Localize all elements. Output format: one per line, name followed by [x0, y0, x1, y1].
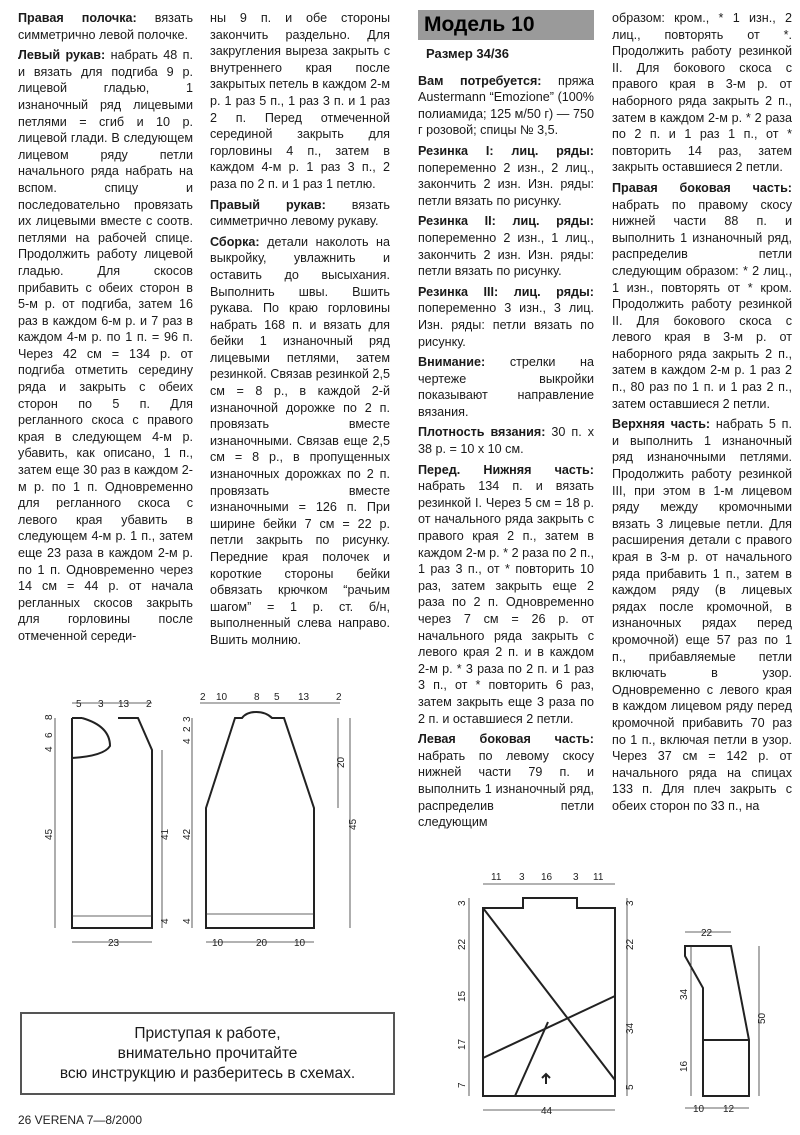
- paragraph: [418, 424, 594, 457]
- text-column-4: [612, 10, 792, 819]
- dim-top-10: 10: [216, 692, 228, 703]
- dim-left-8: 8: [44, 714, 55, 720]
- dim-top-13: 13: [298, 692, 310, 703]
- dim-top-16: 16: [541, 872, 553, 883]
- dim-top-22: 22: [701, 928, 713, 939]
- paragraph-heading: Левый рукав:: [18, 48, 106, 63]
- dim-left-4b: 4: [182, 918, 193, 924]
- paragraph-heading: Внимание:: [418, 355, 486, 370]
- paragraph-heading: Правый рукав:: [210, 197, 326, 212]
- notice-line: Приступая к работе,: [134, 1024, 281, 1042]
- paragraph-text: набрать 48 п. и вязать для подгиба 9 р. лицевой гладью, 1 изнаночный ряд лицевыми петлями = сгиб и 10 р. лицевой глади. В следующем лицевом ряду петли начального ряда набрать на вспом. спицу и последовательно провязать их лицевыми вместе с соотв. петлями на рабочей спице. Продолжить работу лицевой гладью. Для скосов прибавить с обеих сторон в 5-м р. от подгиба, затем 16 раз в каждом 6-м р. и 7 раз в каждом 4-м р. по 1 п. = 96 п. Через 42 см = 134 р. от подгиба отметить середину ряда и закрыть с обеих сторон по 5 п. Для регланного скоса с правого края в следующем 4-м р. убавить, как описано, 1 п., затем еще 30 раз в каждом 2-м р. по 1 п. Одновременно для регланного скоса с левого края убавить в следующем 4-м р. 1 п., затем еще 23 раза в каждом 2-м р. по 1 п. Одновременно через 14 см = 44 р. от начала регланных скосов закрыть для горловины после отмеченной середи-: [18, 48, 193, 643]
- text-column-1: [18, 10, 193, 649]
- dim-right-45: 45: [348, 818, 359, 830]
- pattern-front-panel: [10, 690, 180, 960]
- dim-left-7: 7: [457, 1082, 468, 1088]
- dim-bottom-10: 10: [693, 1104, 705, 1115]
- paragraph-text: вязать симметрично левому рукаву.: [210, 197, 390, 229]
- dim-right-41: 41: [160, 828, 171, 840]
- dim-right-5: 5: [625, 1084, 636, 1090]
- paragraph: [418, 462, 594, 728]
- paragraph-heading: Резинка II: лиц. ряды:: [418, 214, 594, 229]
- paragraph-heading: Вам потребуется:: [418, 73, 542, 88]
- paragraph: [18, 10, 193, 43]
- paragraph: [418, 354, 594, 420]
- dim-bottom-10a: 10: [212, 938, 224, 949]
- dim-left-42: 42: [182, 828, 193, 840]
- dim-left-34: 34: [679, 988, 690, 1000]
- dim-right-22: 22: [625, 938, 636, 950]
- paragraph: [418, 143, 594, 209]
- paragraph-heading: Резинка I: лиц. ряды:: [418, 143, 594, 158]
- dim-left-3: 3: [182, 716, 193, 722]
- dim-bottom-23: 23: [108, 938, 120, 949]
- paragraph-text: набрать 5 п. и выполнить 1 изнаночный ряд изнаночными петлями. Продолжить работу резинкой III, при этом в 1-м лицевом ряду между кромочными вязать 3 лицевые петли. Для расширения детали с правого края в 3-м р. от начального ряда прибавить 1 п., затем в каждом ряду (в лицевых рядах после кромочной, в изнаночных рядах перед кромочной) еще 57 раз по 1 п., прибавляемые петли включать в узор. Одновременно с левого края в каждом лицевом ряду перед кромочной прибавить 70 раз по 1 п., включая петли в узор. Через 37 см = 142 р. от начального ряда на спицах 133 п. Для плеч закрыть с обеих сторон по 33 п., на: [612, 417, 792, 813]
- page-footer: 26 VERENA 7—8/2000: [18, 1113, 143, 1127]
- pattern-model10-body: [455, 870, 645, 1120]
- paragraph-text: попеременно 2 изн., 2 лиц., закончить 2 изн. Изн. ряды: петли вязать по рисунку.: [418, 160, 594, 208]
- paragraph-text: ны 9 п. и обе стороны закончить раздельно. Для закругления выреза закрыть с внутреннего края после закрытых петель в каждом 2-м р. 1 раз 5 п., 1 раз 3 п. и 1 раз 2 п. Перед отмеченной серединой закрыть для горловины 4 п., затем в каждом 4-м р. 1 раз 3 п., 2 раза по 2 п. и 1 раз 1 петлю.: [210, 11, 390, 191]
- notice-line: всю инструкцию и разберитесь в схемах.: [59, 1064, 356, 1082]
- model-title: Модель 10: [418, 10, 594, 40]
- dim-right-50: 50: [757, 1012, 768, 1024]
- paragraph: [418, 73, 594, 139]
- paragraph-heading: Сборка:: [210, 234, 260, 249]
- paragraph: [612, 180, 792, 412]
- dim-right-3: 3: [625, 900, 636, 906]
- paragraph: [612, 10, 792, 176]
- paragraph: [612, 416, 792, 814]
- dim-right-4: 4: [160, 918, 171, 924]
- dim-bottom-44: 44: [541, 1106, 553, 1117]
- paragraph: [210, 10, 390, 193]
- dim-bottom-12: 12: [723, 1104, 735, 1115]
- paragraph-text: попеременно 3 изн., 3 лиц. Изн. ряды: петли вязать по рисунку.: [418, 301, 594, 349]
- paragraph-text: набрать 134 п. и вязать резинкой I. Через 5 см = 18 р. от начального ряда закрыть с правого края 2 п., затем в каждом 2-м р. * 2 раза по 2 п., 1 раз 3 п., от * повторить 10 раз, затем закрыть еще 2 раза по 2 п. Одновременно через 7 см = 26 р. от начального ряда закрыть с левого края 2 п. и в каждом 2-м р. * 3 раза по 2 п. и 1 раз 3 п., от * повторить 6 раз, затем закрыть еще 3 раза по 2 п. и оставшиеся 2 петли.: [418, 479, 594, 726]
- paragraph-text: вязать симметрично левой полочке.: [18, 11, 194, 42]
- paragraph-text: пряжа Austermann “Emozione” (100% полиамида; 125 м/50 г) — 750 г розовой; спицы № 3,5.: [418, 73, 594, 138]
- dim-left-17: 17: [457, 1038, 468, 1050]
- paragraph: [210, 234, 390, 649]
- paragraph: [18, 47, 193, 644]
- text-column-3: [418, 10, 594, 835]
- paragraph-heading: Резинка III: лиц. ряды:: [418, 284, 594, 299]
- dim-left-3: 3: [457, 900, 468, 906]
- dim-top-3b: 3: [573, 872, 579, 883]
- paragraph-heading: Правая боковая часть:: [612, 180, 792, 195]
- paragraph-heading: Перед. Нижняя часть:: [418, 462, 594, 477]
- dim-top-11b: 11: [593, 872, 604, 883]
- text-column-2: [210, 10, 390, 653]
- dim-top-2: 2: [146, 699, 152, 710]
- paragraph-text: набрать по правому скосу нижней части 88 п. и выполнить 1 изнаночный ряд, распределив петли следующим образом: * 2 лиц., 1 изн., повторять от * кром. Продолжить работу резинкой II. Для бокового скоса с левого края в 3-м р. от наборного ряда закрыть 2 п., затем в каждом 2-м р. 1 раз 2 п., 80 раз по 1 п. и 1 раз 2 п., затем оставшиеся 2 петли.: [612, 197, 792, 411]
- model-size: Размер 34/36: [426, 46, 509, 61]
- paragraph-text: образом: кром., * 1 изн., 2 лиц., повторять от *. Продолжить работу резинкой II. Для бокового скоса с правого края в 3-м р. от наборного ряда закрыть 2 п., затем в каждом 2-м р. * 2 раза по 2 п. и 1 раз 1 п., от * повторить 14 раз, затем закрыть оставшиеся 2 петли.: [612, 11, 792, 175]
- dim-right-20: 20: [336, 756, 347, 768]
- paragraph-heading: Правая полочка:: [18, 11, 137, 25]
- dim-top-5: 5: [274, 692, 280, 703]
- paragraph: [418, 213, 594, 279]
- paragraph-heading: Левая боковая часть:: [418, 732, 594, 747]
- dim-top-5: 5: [76, 699, 82, 710]
- paragraph: [210, 197, 390, 230]
- dim-top-8: 8: [254, 692, 260, 703]
- dim-top-2b: 2: [336, 692, 342, 703]
- pattern-model10-side: [655, 920, 800, 1120]
- dim-bottom-10b: 10: [294, 938, 306, 949]
- paragraph-heading: Плотность вязания:: [418, 425, 546, 440]
- dim-top-11a: 11: [491, 872, 502, 883]
- paragraph-heading: Верхняя часть:: [612, 417, 711, 432]
- paragraph-text: 30 п. x 38 р. = 10 x 10 см.: [418, 425, 594, 457]
- paragraph: [418, 731, 594, 831]
- notice-box: [20, 1012, 395, 1095]
- dim-left-45: 45: [44, 828, 55, 840]
- paragraph-text: попеременно 2 изн., 1 лиц., закончить 2 изн. Изн. ряды: петли вязать по рисунку.: [418, 230, 594, 279]
- dim-left-4: 4: [182, 738, 193, 744]
- paragraph-text: набрать по левому скосу нижней части 79 п. и выполнить 1 изнаночный ряд, распределив петли следующим: [418, 748, 594, 830]
- dim-right-34: 34: [625, 1022, 636, 1034]
- model-body: [418, 73, 594, 831]
- dim-top-3: 3: [98, 699, 104, 710]
- dim-top-3a: 3: [519, 872, 525, 883]
- dim-top-2a: 2: [200, 692, 206, 703]
- dim-left-15: 15: [457, 990, 468, 1002]
- dim-top-13: 13: [118, 699, 130, 710]
- paragraph: [418, 284, 594, 350]
- dim-left-6: 6: [44, 732, 55, 738]
- pattern-sleeve: [182, 690, 390, 960]
- paragraph-text: стрелки на чертеже выкройки показывают направление вязания.: [418, 355, 594, 419]
- dim-left-2: 2: [182, 726, 193, 732]
- paragraph-text: детали наколоть на выкройку, увлажнить и оставить до высыхания. Выполнить швы. Вшить рукава. По краю горловины набрать 168 п. и вязать для бейки 1 изнаночный ряд лицевыми петлями, затем резинкой. Связав резинкой 2,5 см = 8 р., в каждой 2-й изнаночной дорожке по 2 п. провязать вместе изнаночными. Связав еще 2,5 см = 8 р., в пропущенных изнаночных дорожках по 2 п. провязать вместе изнаночными = 126 п. При ширине бейки 7 см = 22 р. петли закрыть по рисунку. Передние края полочек и короткие стороны бейки обвязать крючком “рачьим шагом” = 1 р. ст. б/н, выполненный слева направо. Вшить молнию.: [210, 234, 390, 647]
- dim-left-22: 22: [457, 938, 468, 950]
- dim-bottom-20: 20: [256, 938, 268, 949]
- dim-left-4: 4: [44, 746, 55, 752]
- notice-line: внимательно прочитайте: [117, 1044, 298, 1062]
- dim-left-16: 16: [679, 1060, 690, 1072]
